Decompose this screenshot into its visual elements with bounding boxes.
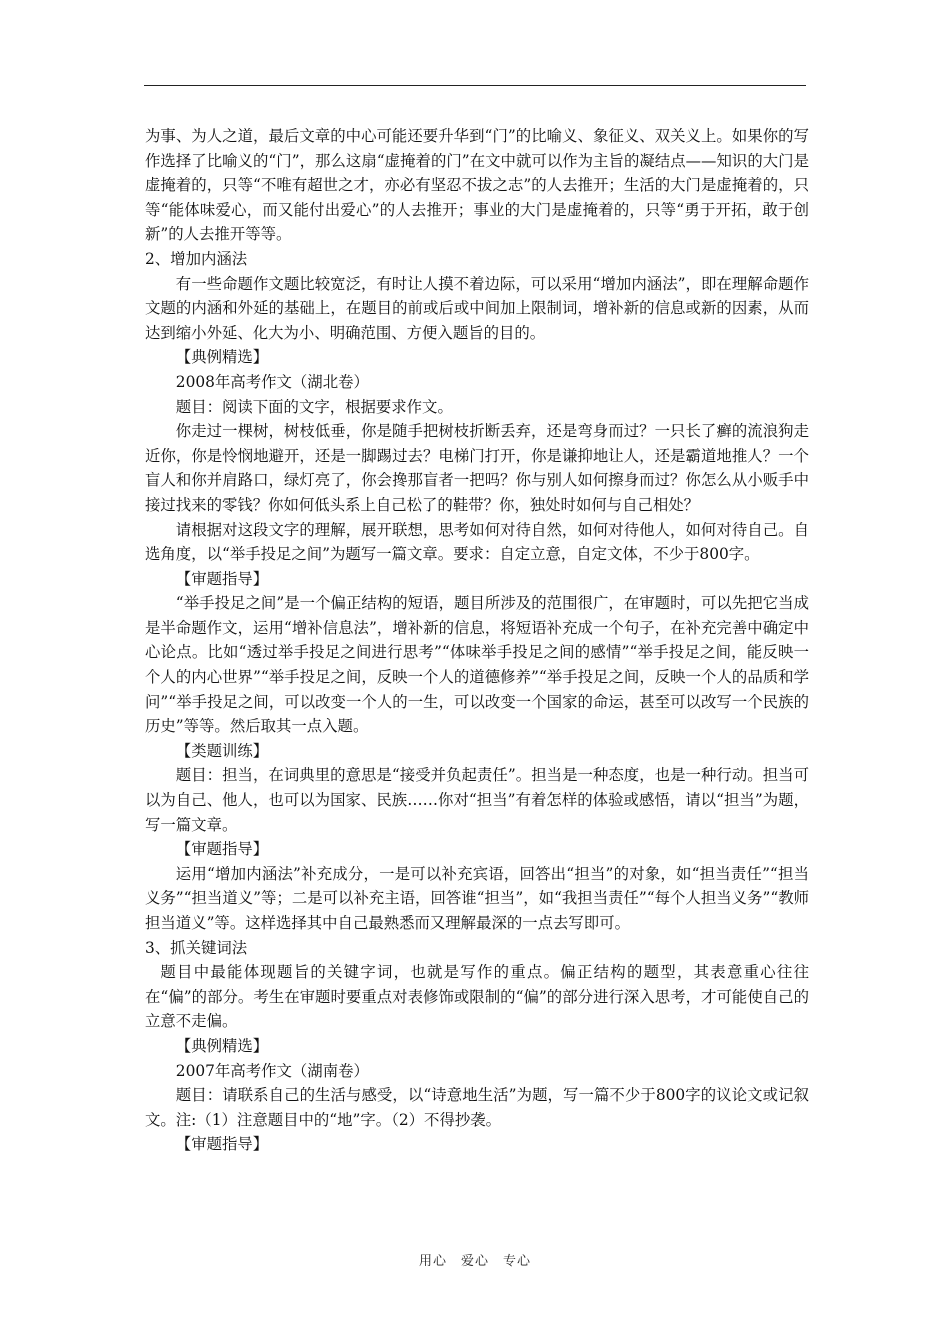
guidance-hubei: “举手投足之间”是一个偏正结构的短语，题目所涉及的范围很广，在审题时，可以先把它当成是半命题作文，运用“增补信息法”，增补新的信息，将短语补充成一个句子，在补充完善中确定中心论点。比如“透过举手投足之间进行思考”“体味举手投足之间的感情”“举手投足之间，能反映一个人的内心世界”“举手投足之间，反映一个人的道德修养”“举手投足之间，反映一个人的品质和学问”“举手投足之间，可以改变一个人的一生，可以改变一个国家的命运，甚至可以改写一个民族的历史”等等。然后取其一点入题。: [145, 594, 809, 736]
page-footer: 用心 爱心 专心: [418, 1254, 531, 1269]
heading-keyword-method: 3、抓关键词法: [145, 938, 248, 957]
heading-add-connotation: 2、增加内涵法: [145, 249, 248, 268]
exam-title-hubei-2008: 2008年高考作文（湖北卷）: [175, 372, 369, 391]
exam-prompt-hubei: 题目：阅读下面的文字，根据要求作文。: [175, 397, 453, 416]
label-review-guidance-3: 【审题指导】: [175, 1135, 269, 1154]
label-example-selection-2: 【典例精选】: [175, 1036, 269, 1055]
document-body: [145, 124, 809, 1157]
paragraph-keyword-intro: 题目中最能体现题旨的关键字词，也就是写作的重点。偏正结构的题型，其表意重心往往在“偏”的部分。考生在审题时要重点对表修饰或限制的“偏”的部分进行深入思考，才可能使自己的立意不走偏。: [145, 963, 809, 1031]
training-prompt-dandang: 题目：担当，在词典里的意思是“接受并负起责任”。担当是一种态度，也是一种行动。担当可以为自己、他人，也可以为国家、民族……你对“担当”有着怎样的体验或感悟，请以“担当”为题，写一篇文章。: [145, 766, 809, 834]
exam-requirement-hubei: 请根据对这段文字的理解，展开联想，思考如何对待自然，如何对待他人，如何对待自己。自选角度，以“举手投足之间”为题写一篇文章。要求：自定立意，自定文体，不少于800字。: [145, 520, 809, 564]
paragraph-add-connotation-intro: 有一些命题作文题比较宽泛，有时让人摸不着边际，可以采用“增加内涵法”，即在理解命题作文题的内涵和外延的基础上，在题目的前或后或中间加上限制词，增补新的信息或新的因素，从而达到缩小外延、化大为小、明确范围、方便入题旨的目的。: [145, 274, 809, 342]
paragraph-door-metaphor: 为事、为人之道，最后文章的中心可能还要升华到“门”的比喻义、象征义、双关义上。如果你的写作选择了比喻义的“门”，那么这扇“虚掩着的门”在文中就可以作为主旨的凝结点——知识的大门是虚掩着的，只等“不唯有超世之才，亦必有坚忍不拔之志”的人去推开；生活的大门是虚掩着的，只等“能体味爱心，而又能付出爱心”的人去推开；事业的大门是虚掩着的，只等“勇于开拓，敢于创新”的人去推开等等。: [145, 127, 809, 244]
label-review-guidance-2: 【审题指导】: [175, 840, 269, 859]
label-similar-training: 【类题训练】: [175, 741, 269, 760]
label-review-guidance: 【审题指导】: [175, 569, 269, 588]
guidance-dandang: 运用“增加内涵法”补充成分，一是可以补充宾语，回答出“担当”的对象，如“担当责任”“担当义务”“担当道义”等；二是可以补充主语，回答谁“担当”，如“我担当责任”“每个人担当义务”“教师担当道义”等。这样选择其中自己最熟悉而又理解最深的一点去写即可。: [145, 864, 809, 932]
label-example-selection: 【典例精选】: [175, 348, 269, 367]
exam-passage-hubei: 你走过一棵树，树枝低垂，你是随手把树枝折断丢弃，还是弯身而过？一只长了癣的流浪狗走近你，你是怜悯地避开，还是一脚踢过去？电梯门打开，你是谦抑地让人，还是霸道地推人？一个盲人和你并肩路口，绿灯亮了，你会搀那盲者一把吗？你与别人如何擦身而过？你怎么从小贩手中接过找来的零钱？你如何低头系上自己松了的鞋带？你，独处时如何与自己相处？: [145, 422, 809, 514]
exam-title-hunan-2007: 2007年高考作文（湖南卷）: [175, 1061, 369, 1080]
header-rule: [144, 85, 806, 86]
exam-prompt-hunan: 题目：请联系自己的生活与感受，以“诗意地生活”为题，写一篇不少于800字的议论文或记叙文。注:（1）注意题目中的“地”字。（2）不得抄袭。: [145, 1086, 809, 1129]
